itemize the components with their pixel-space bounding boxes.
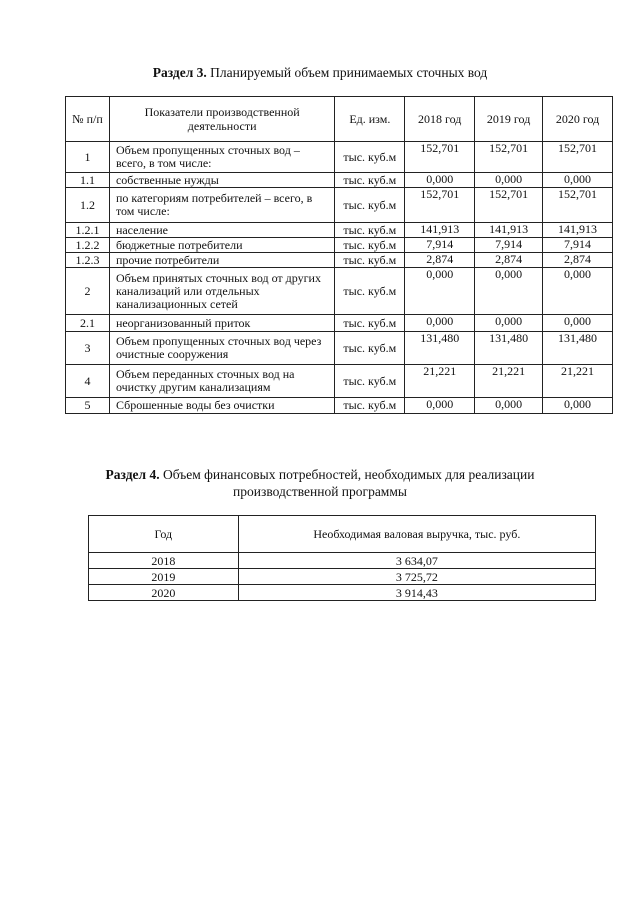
row-value-2020: 152,701 xyxy=(543,188,613,223)
table-row xyxy=(89,585,596,601)
row-num: 2.1 xyxy=(66,315,110,332)
header-unit: Ед. изм. xyxy=(335,97,405,142)
row-value-2020: 2,874 xyxy=(543,253,613,268)
row-name: бюджетные потребители xyxy=(109,238,334,253)
row-value-2020: 21,221 xyxy=(543,365,613,398)
row-value-2018: 131,480 xyxy=(405,332,475,365)
row-value-2018: 2,874 xyxy=(405,253,475,268)
row-value-2018: 141,913 xyxy=(405,223,475,238)
row-num: 5 xyxy=(66,398,110,414)
row-revenue: 3 914,43 xyxy=(238,585,595,601)
table-row xyxy=(66,223,613,238)
row-value-2018: 152,701 xyxy=(405,188,475,223)
row-num: 3 xyxy=(66,332,110,365)
row-revenue: 3 634,07 xyxy=(238,553,595,569)
row-year: 2018 xyxy=(89,553,239,569)
row-value-2019: 141,913 xyxy=(475,223,543,238)
table-row xyxy=(66,142,613,173)
row-revenue: 3 725,72 xyxy=(238,569,595,585)
header-indicator: Показатели производственной деятельности xyxy=(109,97,334,142)
section4-heading xyxy=(0,466,640,500)
table-row xyxy=(89,553,596,569)
row-unit: тыс. куб.м xyxy=(335,398,405,414)
section4-heading-text: Объем финансовых потребностей, необходимых для реализации xyxy=(159,467,535,482)
row-value-2019: 0,000 xyxy=(475,315,543,332)
section3-table xyxy=(65,96,613,414)
row-value-2019: 131,480 xyxy=(475,332,543,365)
row-value-2018: 0,000 xyxy=(405,173,475,188)
header-2019: 2019 год xyxy=(475,97,543,142)
row-value-2020: 141,913 xyxy=(543,223,613,238)
row-unit: тыс. куб.м xyxy=(335,315,405,332)
section3-header-row xyxy=(66,97,613,142)
table-row xyxy=(66,268,613,315)
row-year: 2020 xyxy=(89,585,239,601)
row-name: население xyxy=(109,223,334,238)
section4-heading-line2: производственной программы xyxy=(233,484,407,499)
row-unit: тыс. куб.м xyxy=(335,253,405,268)
row-value-2019: 7,914 xyxy=(475,238,543,253)
row-unit: тыс. куб.м xyxy=(335,142,405,173)
header-num: № п/п xyxy=(66,97,110,142)
row-num: 1.2.2 xyxy=(66,238,110,253)
table-row xyxy=(89,569,596,585)
row-value-2018: 0,000 xyxy=(405,315,475,332)
table-row xyxy=(66,365,613,398)
table-row xyxy=(66,332,613,365)
row-num: 1.2.3 xyxy=(66,253,110,268)
row-num: 1.2.1 xyxy=(66,223,110,238)
row-value-2019: 0,000 xyxy=(475,398,543,414)
row-unit: тыс. куб.м xyxy=(335,268,405,315)
table-row xyxy=(66,238,613,253)
row-value-2019: 21,221 xyxy=(475,365,543,398)
row-num: 1.1 xyxy=(66,173,110,188)
row-value-2019: 0,000 xyxy=(475,268,543,315)
row-value-2018: 152,701 xyxy=(405,142,475,173)
row-value-2019: 0,000 xyxy=(475,173,543,188)
row-unit: тыс. куб.м xyxy=(335,173,405,188)
row-name: собственные нужды xyxy=(109,173,334,188)
row-value-2018: 0,000 xyxy=(405,398,475,414)
row-value-2020: 0,000 xyxy=(543,315,613,332)
row-name: Объем принятых сточных вод от других канализаций или отдельных канализационных сетей xyxy=(109,268,334,315)
table-row xyxy=(66,315,613,332)
section4-table xyxy=(88,515,596,601)
row-name: прочие потребители xyxy=(109,253,334,268)
row-value-2020: 152,701 xyxy=(543,142,613,173)
row-name: Объем переданных сточных вод на очистку другим канализациям xyxy=(109,365,334,398)
section3-heading xyxy=(0,64,640,81)
row-unit: тыс. куб.м xyxy=(335,332,405,365)
section3-heading-label: Раздел 3. xyxy=(152,65,207,80)
table-row xyxy=(66,188,613,223)
row-year: 2019 xyxy=(89,569,239,585)
table-row xyxy=(66,253,613,268)
section3-heading-text: Планируемый объем принимаемых сточных вод xyxy=(206,65,488,80)
row-value-2020: 0,000 xyxy=(543,173,613,188)
row-value-2020: 0,000 xyxy=(543,268,613,315)
row-name: неорганизованный приток xyxy=(109,315,334,332)
header-2018: 2018 год xyxy=(405,97,475,142)
row-unit: тыс. куб.м xyxy=(335,365,405,398)
section4-header-row xyxy=(89,516,596,553)
row-name: по категориям потребителей – всего, в том числе: xyxy=(109,188,334,223)
row-num: 2 xyxy=(66,268,110,315)
row-value-2018: 21,221 xyxy=(405,365,475,398)
section4-heading-label: Раздел 4. xyxy=(105,467,160,482)
row-name: Сброшенные воды без очистки xyxy=(109,398,334,414)
row-unit: тыс. куб.м xyxy=(335,223,405,238)
header-year: Год xyxy=(89,516,239,553)
row-num: 1 xyxy=(66,142,110,173)
header-revenue: Необходимая валовая выручка, тыс. руб. xyxy=(238,516,595,553)
row-value-2018: 7,914 xyxy=(405,238,475,253)
row-num: 1.2 xyxy=(66,188,110,223)
row-unit: тыс. куб.м xyxy=(335,188,405,223)
row-value-2020: 131,480 xyxy=(543,332,613,365)
row-value-2019: 152,701 xyxy=(475,188,543,223)
row-unit: тыс. куб.м xyxy=(335,238,405,253)
header-2020: 2020 год xyxy=(543,97,613,142)
row-value-2019: 152,701 xyxy=(475,142,543,173)
row-name: Объем пропущенных сточных вод – всего, в том числе: xyxy=(109,142,334,173)
row-name: Объем пропущенных сточных вод через очистные сооружения xyxy=(109,332,334,365)
row-num: 4 xyxy=(66,365,110,398)
table-row xyxy=(66,173,613,188)
row-value-2020: 7,914 xyxy=(543,238,613,253)
row-value-2019: 2,874 xyxy=(475,253,543,268)
table-row xyxy=(66,398,613,414)
row-value-2018: 0,000 xyxy=(405,268,475,315)
section4-heading-line1 xyxy=(0,466,640,483)
row-value-2020: 0,000 xyxy=(543,398,613,414)
